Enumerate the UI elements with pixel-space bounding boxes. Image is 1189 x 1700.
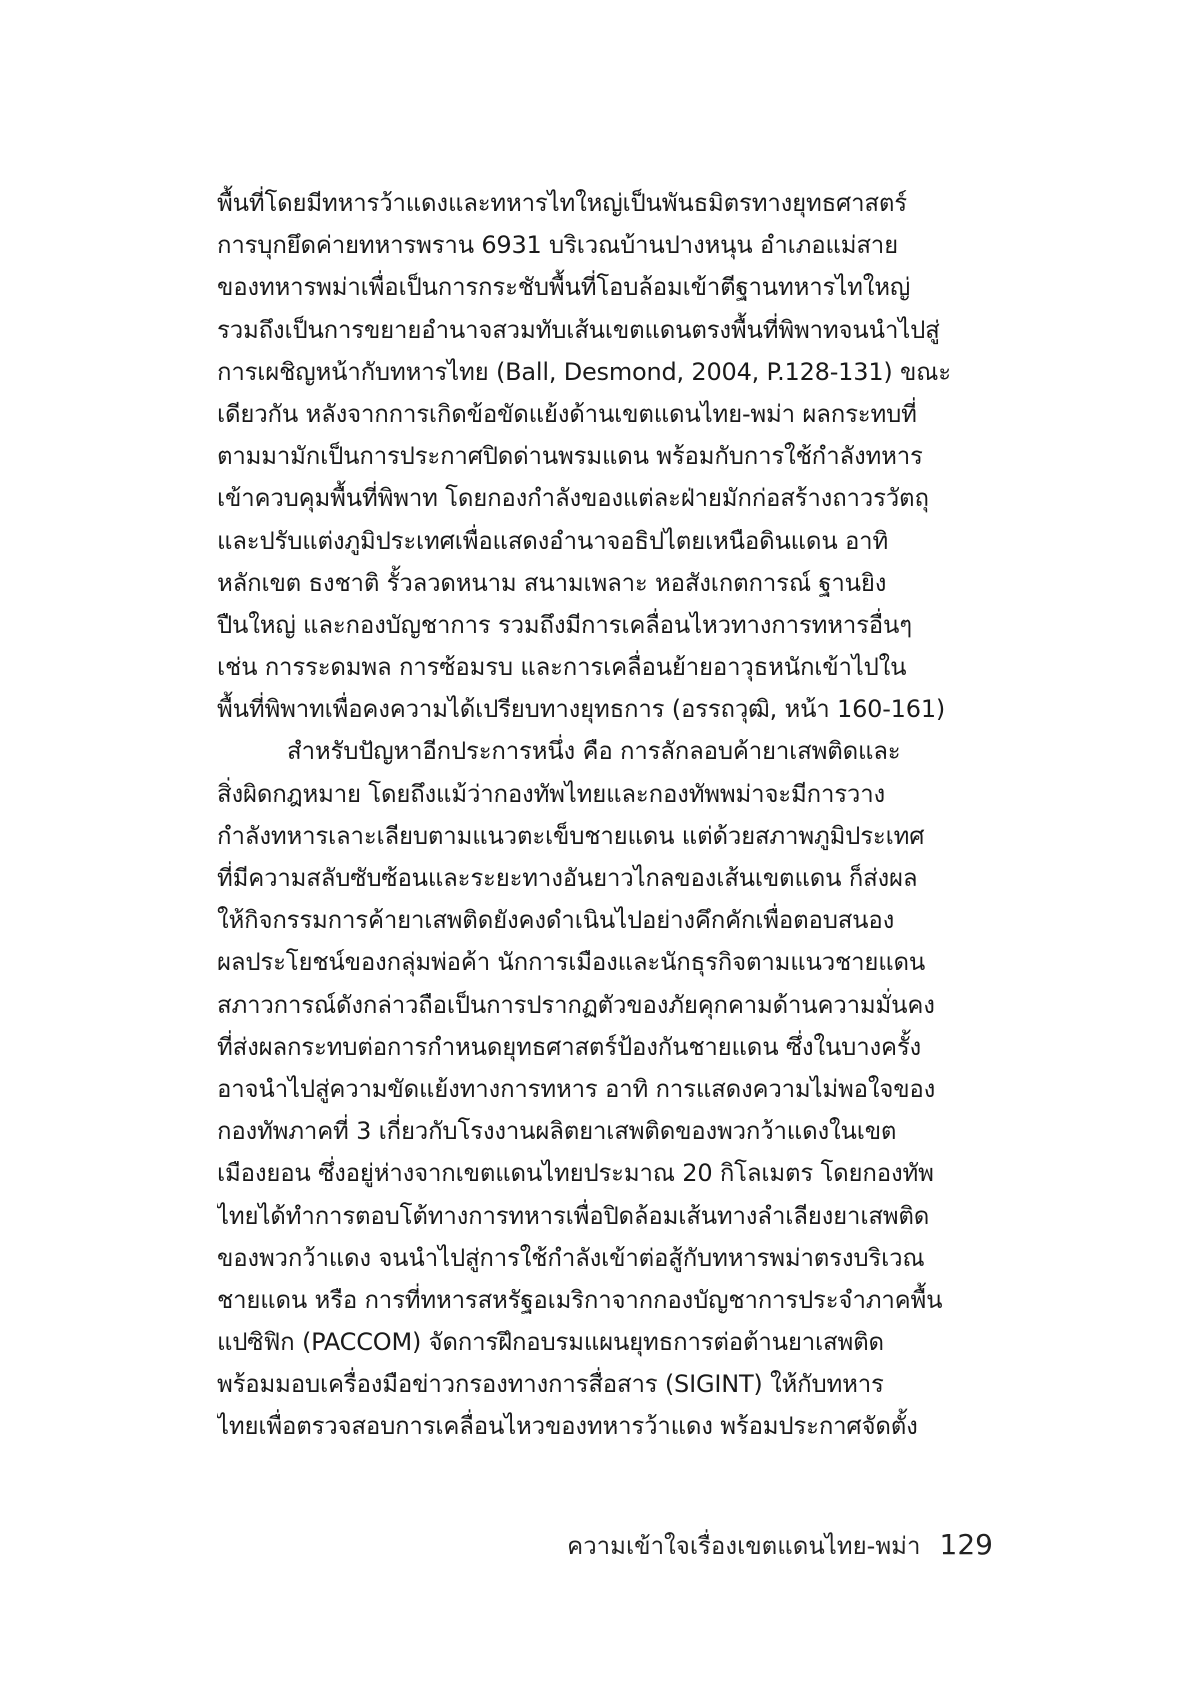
running-footer-title: ความเข้าใจเรื่องเขตแดนไทย-พม่า <box>567 1532 921 1560</box>
text-line: กองทัพภาคที่ 3 เกี่ยวกับโรงงานผลิตยาเสพติดของพวกว้าแดงในเขต <box>217 1117 897 1146</box>
text-line: แปซิฟิก (PACCOM) จัดการฝึกอบรมแผนยุทธการต่อต้านยาเสพติด <box>217 1328 884 1357</box>
text-line: การเผชิญหน้ากับทหารไทย (Ball, Desmond, 2004, P.128-131) ขณะ <box>217 357 951 386</box>
text-line: สิ่งผิดกฎหมาย โดยถึงแม้ว่ากองทัพไทยและกองทัพพม่าจะมีการวาง <box>217 779 885 808</box>
paragraph-2 <box>217 730 992 1447</box>
text-line: ตามมามักเป็นการประกาศปิดด่านพรมแดน พร้อมกับการใช้กำลังทหาร <box>217 442 923 471</box>
text-line: ของพวกว้าแดง จนนำไปสู่การใช้กำลังเข้าต่อสู้กับทหารพม่าตรงบริเวณ <box>217 1243 925 1272</box>
text-line: ของทหารพม่าเพื่อเป็นการกระชับพื้นที่โอบล้อมเข้าตีฐานทหารไทใหญ่ <box>217 273 911 302</box>
text-line: เดียวกัน หลังจากการเกิดข้อขัดแย้งด้านเขตแดนไทย-พม่า ผลกระทบที่ <box>217 399 917 428</box>
page-footer <box>567 1525 993 1565</box>
text-line: พื้นที่โดยมีทหารว้าแดงและทหารไทใหญ่เป็นพันธมิตรทางยุทธศาสตร์ <box>217 189 907 217</box>
text-line: ปืนใหญ่ และกองบัญชาการ รวมถึงมีการเคลื่อนไหวทางการทหารอื่นๆ <box>217 610 912 639</box>
body-text <box>217 182 992 1448</box>
text-line: ไทยได้ทำการตอบโต้ทางการทหารเพื่อปิดล้อมเส้นทางลำเลียงยาเสพติด <box>217 1201 930 1230</box>
text-line: ให้กิจกรรมการค้ายาเสพติดยังคงดำเนินไปอย่างคึกคักเพื่อตอบสนอง <box>217 906 895 935</box>
text-line: กำลังทหารเลาะเลียบตามแนวตะเข็บชายแดน แต่ด้วยสภาพภูมิประเทศ <box>217 821 925 850</box>
text-line: พร้อมมอบเครื่องมือข่าวกรองทางการสื่อสาร (SIGINT) ให้กับทหาร <box>217 1370 884 1399</box>
text-line: เข้าควบคุมพื้นที่พิพาท โดยกองกำลังของแต่ละฝ่ายมักก่อสร้างถาวรวัตถุ <box>217 484 929 513</box>
text-line: และปรับแต่งภูมิประเทศเพื่อแสดงอำนาจอธิปไตยเหนือดินแดน อาทิ <box>217 526 889 555</box>
text-line: เมืองยอน ซึ่งอยู่ห่างจากเขตแดนไทยประมาณ 20 กิโลเมตร โดยกองทัพ <box>217 1159 934 1188</box>
text-line: ที่ส่งผลกระทบต่อการกำหนดยุทธศาสตร์ป้องกันชายแดน ซึ่งในบางครั้ง <box>217 1032 922 1061</box>
text-line: เช่น การระดมพล การซ้อมรบ และการเคลื่อนย้ายอาวุธหนักเข้าไปใน <box>217 653 907 682</box>
text-line: รวมถึงเป็นการขยายอำนาจสวมทับเส้นเขตแดนตรงพื้นที่พิพาทจนนำไปสู่ <box>217 315 940 344</box>
text-line: ผลประโยชน์ของกลุ่มพ่อค้า นักการเมืองและนักธุรกิจตามแนวชายแดน <box>217 948 926 977</box>
paragraph-1 <box>217 182 992 730</box>
text-line-indented: สำหรับปัญหาอีกประการหนึ่ง คือ การลักลอบค้ายาเสพติดและ <box>287 737 901 766</box>
text-line: ไทยเพื่อตรวจสอบการเคลื่อนไหวของทหารว้าแดง พร้อมประกาศจัดตั้ง <box>217 1412 918 1441</box>
text-line: การบุกยึดค่ายทหารพราน 6931 บริเวณบ้านปางหนุน อำเภอแม่สาย <box>217 231 898 260</box>
text-line: ชายแดน หรือ การที่ทหารสหรัฐอเมริกาจากกองบัญชาการประจำภาคพื้น <box>217 1285 943 1314</box>
text-line: พื้นที่พิพาทเพื่อคงความได้เปรียบทางยุทธการ (อรรถวุฒิ, หน้า 160-161) <box>217 695 946 724</box>
text-line: หลักเขต ธงชาติ รั้วลวดหนาม สนามเพลาะ หอสังเกตการณ์ ฐานยิง <box>217 568 887 597</box>
page-number: 129 <box>939 1528 993 1561</box>
text-line: สภาวการณ์ดังกล่าวถือเป็นการปรากฏตัวของภัยคุกคามด้านความมั่นคง <box>217 990 935 1019</box>
text-line: อาจนำไปสู่ความขัดแย้งทางการทหาร อาทิ การแสดงความไม่พอใจของ <box>217 1074 936 1103</box>
text-line: ที่มีความสลับซับซ้อนและระยะทางอันยาวไกลของเส้นเขตแดน ก็ส่งผล <box>217 864 918 892</box>
